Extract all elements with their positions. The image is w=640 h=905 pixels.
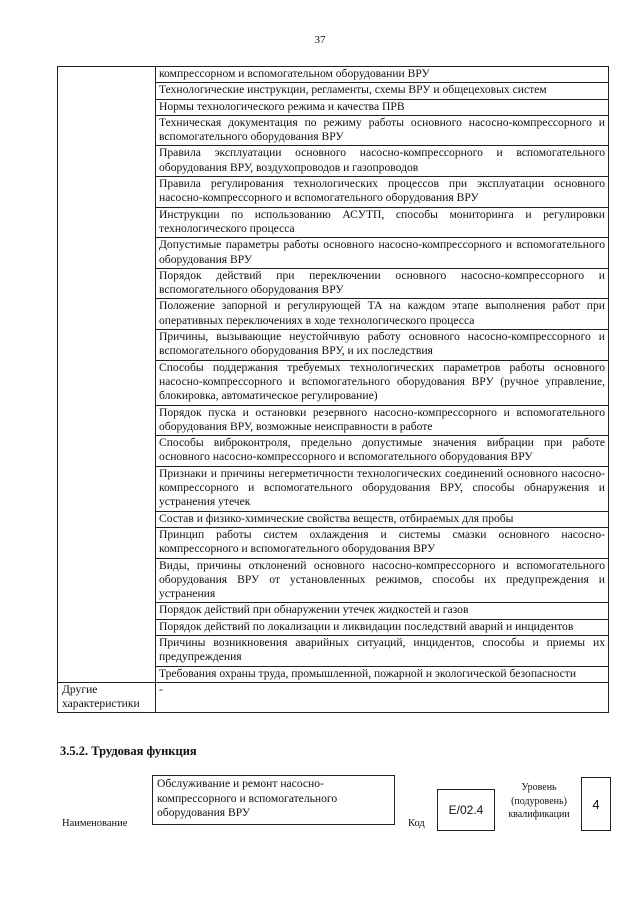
section-title: 3.5.2. Трудовая функция bbox=[60, 744, 197, 758]
knowledge-item: Инструкции по использованию АСУТП, способы мониторинга и регулировки технологического процесса bbox=[156, 207, 609, 238]
knowledge-item: Признаки и причины негерметичности технологических соединений основного насосно-компрессорного и вспомогательного оборудования ВРУ, способы обнаружения и устранения утечек bbox=[156, 466, 609, 511]
labor-function-name-label: Наименование bbox=[62, 818, 128, 829]
page-number: 37 bbox=[314, 34, 326, 46]
knowledge-label-cell bbox=[58, 67, 156, 683]
qualification-level-value: 4 bbox=[581, 777, 611, 831]
knowledge-item: Допустимые параметры работы основного насосно-компрессорного и вспомогательного оборудования ВРУ bbox=[156, 238, 609, 269]
knowledge-item: Порядок действий при переключении основного насосно-компрессорного и вспомогательного оборудования ВРУ bbox=[156, 268, 609, 299]
knowledge-item: компрессорном и вспомогательном оборудовании ВРУ bbox=[156, 67, 609, 83]
knowledge-item: Порядок действий по локализации и ликвидации последствий аварий и инцидентов bbox=[156, 619, 609, 635]
knowledge-item: Принцип работы систем охлаждения и системы смазки основного насосно-компрессорного и вспомогательного оборудования ВРУ bbox=[156, 527, 609, 558]
labor-function-name-value: Обслуживание и ремонт насосно-компрессорного и вспомогательного оборудования ВРУ bbox=[152, 775, 395, 825]
knowledge-item: Порядок действий при обнаружении утечек жидкостей и газов bbox=[156, 603, 609, 619]
required-knowledge-table bbox=[57, 66, 609, 713]
labor-function-code-value: E/02.4 bbox=[437, 789, 495, 831]
knowledge-item: Способы виброконтроля, предельно допустимые значения вибрации при работе основного насосно-компрессорного и вспомогательного оборудования ВРУ bbox=[156, 436, 609, 467]
table-row bbox=[58, 67, 609, 83]
knowledge-item: Способы поддержания требуемых технологических параметров работы основного насосно-компрессорного и вспомогательного оборудования ВРУ (ручное управление, блокировка, автоматическое регулирование) bbox=[156, 360, 609, 405]
other-characteristics-value: - bbox=[156, 682, 609, 713]
knowledge-item: Порядок пуска и остановки резервного насосно-компрессорного и вспомогательного оборудования ВРУ, возможные неисправности в работе bbox=[156, 405, 609, 436]
table-row bbox=[58, 682, 609, 713]
knowledge-item: Нормы технологического режима и качества ПРВ bbox=[156, 99, 609, 115]
qualification-level-label: Уровень (подуровень) квалификации bbox=[508, 782, 570, 820]
knowledge-item: Причины, вызывающие неустойчивую работу основного насосно-компрессорного и вспомогательного оборудования ВРУ, и их последствия bbox=[156, 330, 609, 361]
knowledge-item: Требования охраны труда, промышленной, пожарной и экологической безопасности bbox=[156, 666, 609, 682]
other-characteristics-label: Другие характеристики bbox=[58, 682, 156, 713]
knowledge-item: Положение запорной и регулирующей ТА на каждом этапе выполнения работ при оперативных переключениях в ходе технологического процесса bbox=[156, 299, 609, 330]
knowledge-item: Техническая документация по режиму работы основного насосно-компрессорного и вспомогательного оборудования ВРУ bbox=[156, 115, 609, 146]
labor-function-code-label: Код bbox=[408, 818, 425, 829]
knowledge-item: Правила регулирования технологических процессов при эксплуатации основного насосно-компрессорного и вспомогательного оборудования ВРУ bbox=[156, 177, 609, 208]
knowledge-item: Причины возникновения аварийных ситуаций, инцидентов, способы и приемы их предупреждения bbox=[156, 635, 609, 666]
knowledge-item: Правила эксплуатации основного насосно-компрессорного и вспомогательного оборудования ВРУ, воздухопроводов и газопроводов bbox=[156, 146, 609, 177]
knowledge-item: Технологические инструкции, регламенты, схемы ВРУ и общецеховых систем bbox=[156, 83, 609, 99]
knowledge-item: Виды, причины отклонений основного насосно-компрессорного и вспомогательного оборудования ВРУ от установленных режимов, способы их предупреждения и устранения bbox=[156, 558, 609, 603]
knowledge-item: Состав и физико-химические свойства веществ, отбираемых для пробы bbox=[156, 511, 609, 527]
knowledge-table-body bbox=[58, 67, 609, 713]
